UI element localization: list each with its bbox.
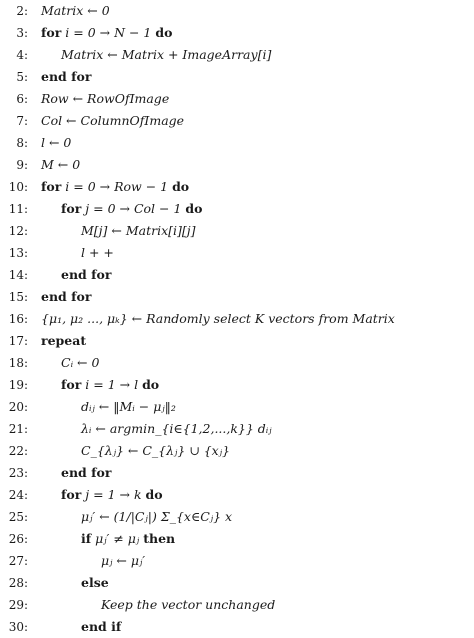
line-code: Col ← ColumnOfImage xyxy=(41,113,185,128)
algorithm-line xyxy=(0,22,474,44)
line-number: 15: xyxy=(8,290,28,304)
line-number: 26: xyxy=(8,532,28,546)
line-number: 23: xyxy=(8,466,28,480)
line-code: end if xyxy=(81,619,122,634)
line-number: 3: xyxy=(16,26,28,40)
line-code: l ← 0 xyxy=(41,135,72,150)
line-code: μⱼ ← μⱼ′ xyxy=(101,553,146,568)
line-number: 13: xyxy=(8,246,28,260)
algorithm-line xyxy=(0,396,474,418)
line-code: l + + xyxy=(81,245,114,260)
line-code: end for xyxy=(61,267,112,282)
line-number: 28: xyxy=(8,576,28,590)
line-code: λᵢ ← argmin_{i∈{1,2,...,k}} dᵢⱼ xyxy=(81,421,272,436)
line-code: {μ₁, μ₂ ..., μₖ} ← Randomly select K vectors from Matrix xyxy=(41,311,395,326)
line-number: 25: xyxy=(8,510,28,524)
algorithm-line xyxy=(0,198,474,220)
algorithm-line xyxy=(0,484,474,506)
algorithm-line xyxy=(0,462,474,484)
line-code: for i = 0 → Row − 1 do xyxy=(41,179,190,194)
line-number: 19: xyxy=(8,378,28,392)
algorithm-line xyxy=(0,132,474,154)
line-number: 4: xyxy=(16,48,28,62)
line-number: 6: xyxy=(16,92,28,106)
line-code: for i = 1 → l do xyxy=(61,377,160,392)
line-number: 9: xyxy=(16,158,28,172)
line-code: Row ← RowOfImage xyxy=(41,91,170,106)
line-number: 8: xyxy=(16,136,28,150)
line-number: 11: xyxy=(8,202,28,216)
line-number: 29: xyxy=(8,598,28,612)
algorithm-line xyxy=(0,44,474,66)
line-number: 16: xyxy=(8,312,28,326)
algorithm-line xyxy=(0,264,474,286)
line-number: 30: xyxy=(8,620,28,634)
line-code: C_{λⱼ} ← C_{λⱼ} ∪ {xⱼ} xyxy=(81,443,230,458)
line-number: 21: xyxy=(8,422,28,436)
line-code: Cᵢ ← 0 xyxy=(61,355,100,370)
line-number: 18: xyxy=(8,356,28,370)
algorithm-line xyxy=(0,242,474,264)
line-number: 14: xyxy=(8,268,28,282)
line-number: 7: xyxy=(16,114,28,128)
line-code: M[j] ← Matrix[i][j] xyxy=(81,223,196,238)
line-number: 17: xyxy=(8,334,28,348)
algorithm-line xyxy=(0,616,474,638)
line-number: 22: xyxy=(8,444,28,458)
algorithm-line xyxy=(0,286,474,308)
line-code: for j = 0 → Col − 1 do xyxy=(61,201,203,216)
line-code: repeat xyxy=(41,333,87,348)
algorithm-line xyxy=(0,572,474,594)
algorithm-line xyxy=(0,220,474,242)
algorithm-line xyxy=(0,528,474,550)
algorithm-line xyxy=(0,374,474,396)
line-code: M ← 0 xyxy=(41,157,81,172)
algorithm-line xyxy=(0,154,474,176)
algorithm-line xyxy=(0,66,474,88)
line-code: dᵢⱼ ← ‖Mᵢ − μⱼ‖₂ xyxy=(81,399,176,414)
algorithm-line xyxy=(0,176,474,198)
line-code: Keep the vector unchanged xyxy=(101,597,276,612)
algorithm-line xyxy=(0,506,474,528)
algorithm-line xyxy=(0,418,474,440)
line-code: μⱼ′ ← (1/|Cⱼ|) Σ_{x∈Cⱼ} x xyxy=(81,509,233,524)
line-code: Matrix ← 0 xyxy=(41,3,110,18)
algorithm-line xyxy=(0,88,474,110)
algorithm-line xyxy=(0,440,474,462)
algorithm-line xyxy=(0,352,474,374)
line-code: else xyxy=(81,575,109,590)
line-number: 24: xyxy=(8,488,28,502)
algorithm-line xyxy=(0,110,474,132)
line-number: 2: xyxy=(16,4,28,18)
line-number: 10: xyxy=(8,180,28,194)
line-code: end for xyxy=(41,289,92,304)
algorithm-line xyxy=(0,330,474,352)
algorithm-line xyxy=(0,0,474,22)
line-code: end for xyxy=(41,69,92,84)
line-code: for i = 0 → N − 1 do xyxy=(41,25,173,40)
algorithm-line xyxy=(0,594,474,616)
line-code: end for xyxy=(61,465,112,480)
line-number: 12: xyxy=(8,224,28,238)
line-number: 5: xyxy=(16,70,28,84)
line-code: if μⱼ′ ≠ μⱼ then xyxy=(81,531,176,546)
line-code: Matrix ← Matrix + ImageArray[i] xyxy=(61,47,272,62)
algorithm-line xyxy=(0,550,474,572)
line-number: 20: xyxy=(8,400,28,414)
algorithm-line xyxy=(0,308,474,330)
line-number: 27: xyxy=(8,554,28,568)
line-code: for j = 1 → k do xyxy=(61,487,163,502)
